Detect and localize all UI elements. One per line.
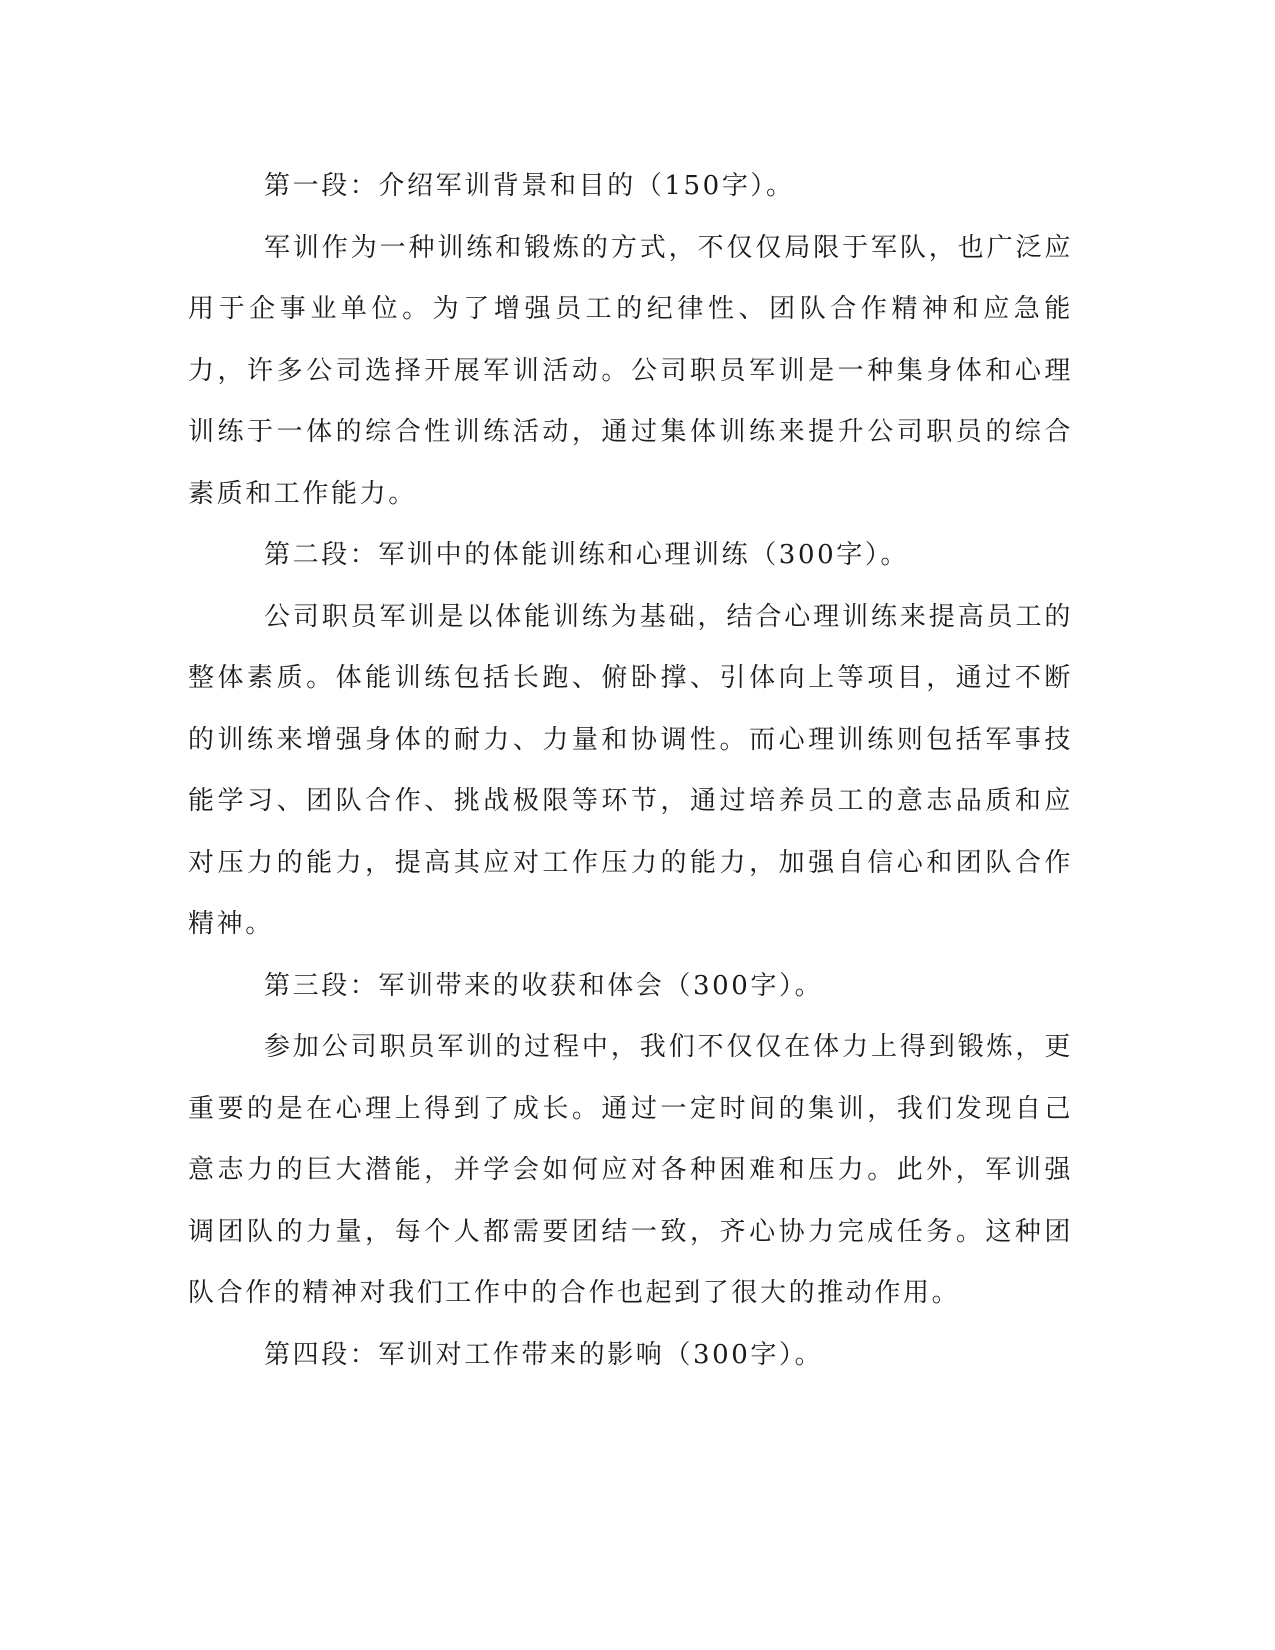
body-paragraph-3: 参加公司职员军训的过程中，我们不仅仅在体力上得到锻炼，更重要的是在心理上得到了成长。通过一定时间的集训，我们发现自己意志力的巨大潜能，并学会如何应对各种困难和压力。此外，军训强调团队的力量，每个人都需要团结一致，齐心协力完成任务。这种团队合作的精神对我们工作中的合作也起到了很大的推动作用。 bbox=[188, 1032, 1073, 1308]
document-body bbox=[188, 156, 1073, 1386]
section-heading-1: 第一段：介绍军训背景和目的（150字）。 bbox=[264, 171, 795, 201]
section-heading-4: 第四段：军训对工作带来的影响（300字）。 bbox=[264, 1339, 824, 1370]
section-heading-2: 第二段：军训中的体能训练和心理训练（300字）。 bbox=[264, 540, 910, 570]
body-paragraph-1: 军训作为一种训练和锻炼的方式，不仅仅局限于军队，也广泛应用于企事业单位。为了增强员工的纪律性、团队合作精神和应急能力，许多公司选择开展军训活动。公司职员军训是一种集身体和心理训练于一体的综合性训练活动，通过集体训练来提升公司职员的综合素质和工作能力。 bbox=[188, 232, 1073, 509]
body-paragraph-2: 公司职员军训是以体能训练为基础，结合心理训练来提高员工的整体素质。体能训练包括长跑、俯卧撑、引体向上等项目，通过不断的训练来增强身体的耐力、力量和协调性。而心理训练则包括军事技能学习、团队合作、挑战极限等环节，通过培养员工的意志品质和应对压力的能力，提高其应对工作压力的能力，加强自信心和团队合作精神。 bbox=[188, 601, 1073, 939]
section-heading-3: 第三段：军训带来的收获和体会（300字）。 bbox=[264, 970, 824, 1001]
